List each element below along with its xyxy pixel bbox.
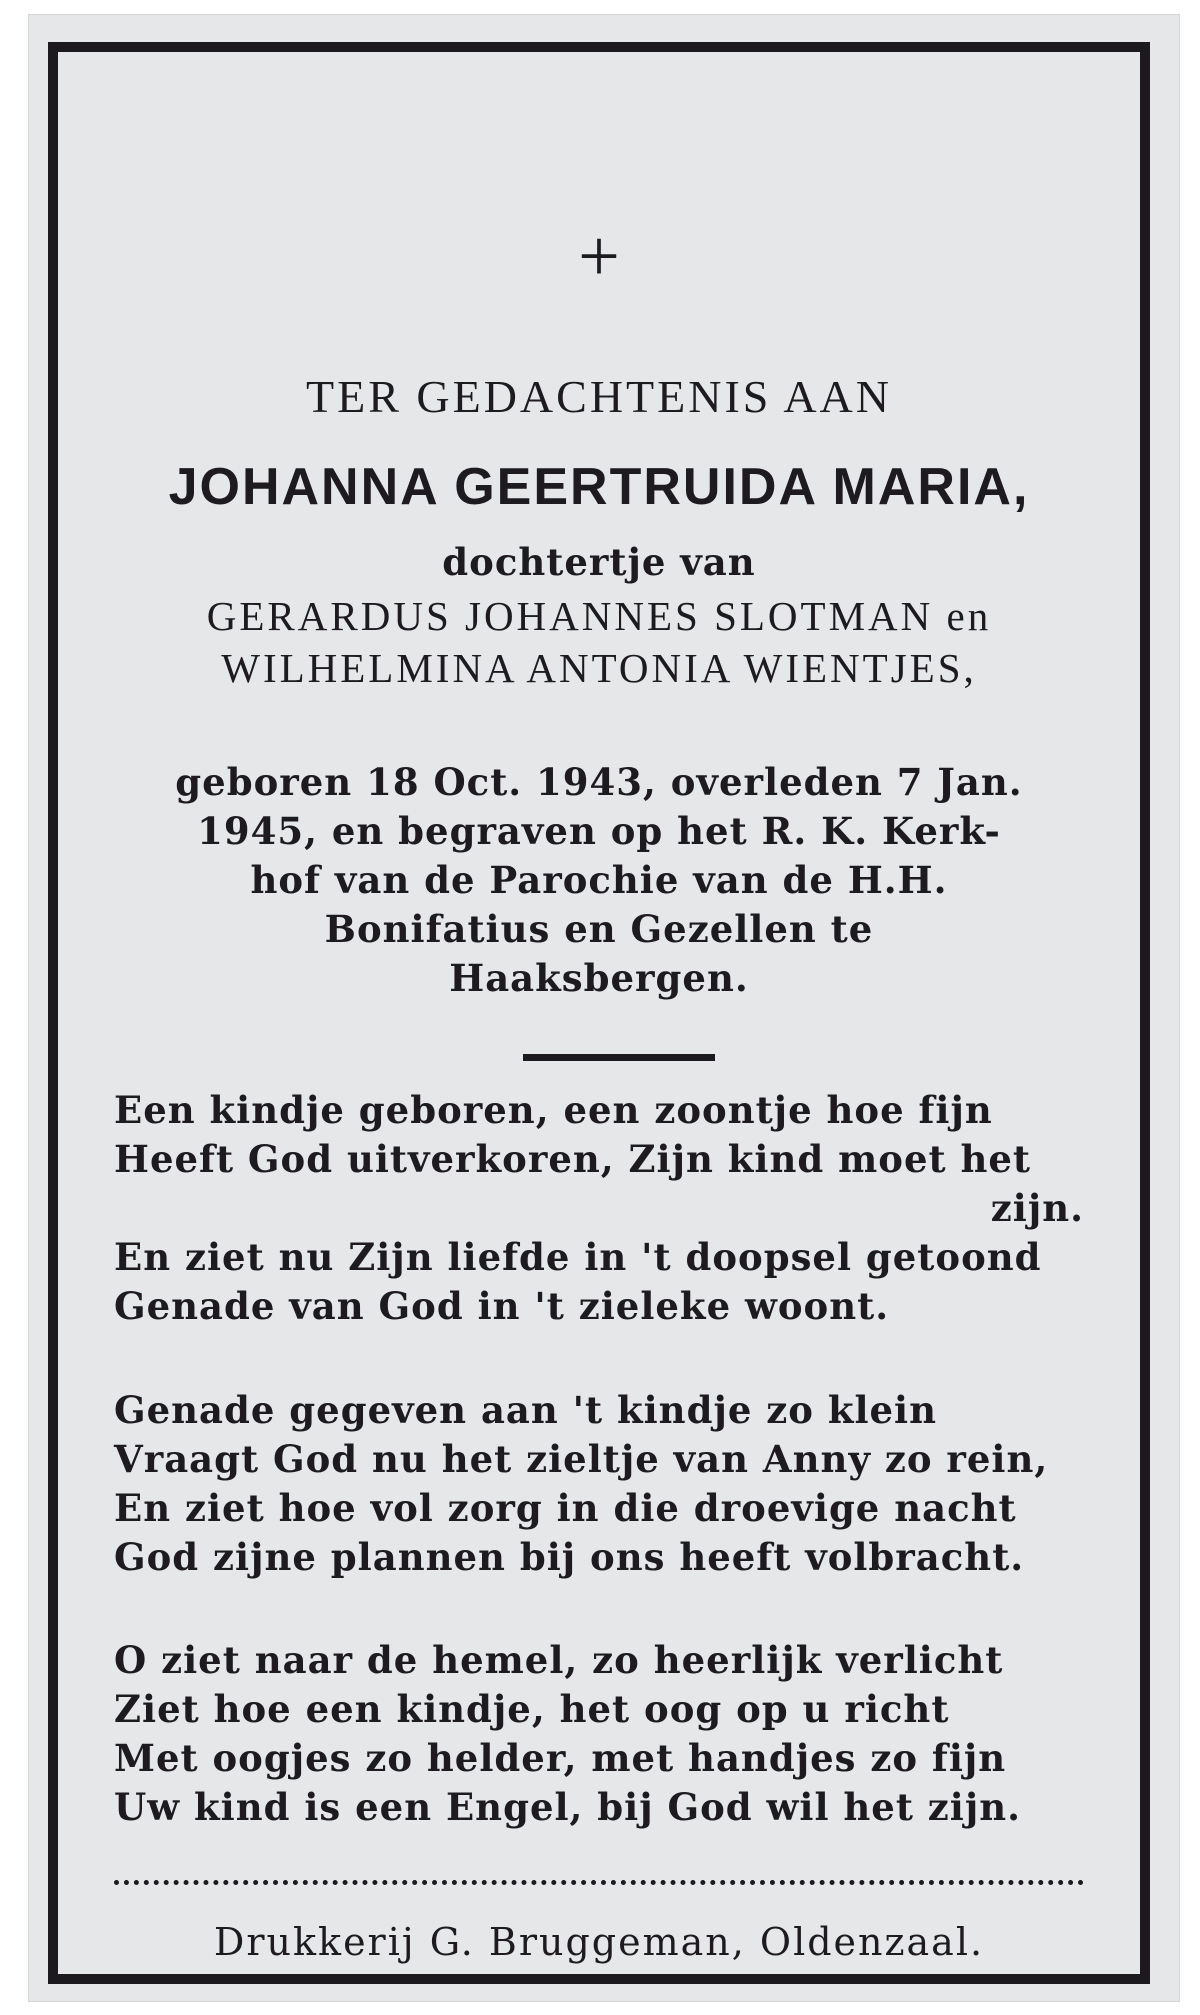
poem-line: Genade gegeven aan 't kindje zo klein [114, 1388, 938, 1432]
bio-line: hof van de Parochie van de H.H. [250, 858, 948, 902]
poem-stanza-1 [114, 1086, 1084, 1331]
mother-line: WILHELMINA ANTONIA WIENTJES, [221, 645, 977, 691]
poem-line: zijn. [990, 1186, 1084, 1230]
poem-line: En ziet hoe vol zorg in die droevige nacht [114, 1486, 1017, 1530]
bio-line: Haaksbergen. [449, 956, 749, 1000]
poem-stanza-2 [114, 1386, 1084, 1582]
deceased-name: JOHANNA GEERTRUIDA MARIA, [168, 458, 1030, 516]
relation-text: dochtertje van [442, 540, 756, 584]
bio-line: 1945, en begraven op het R. K. Kerk- [197, 809, 1001, 853]
poem-line: En ziet nu Zijn liefde in 't doopsel getoond [114, 1235, 1042, 1279]
poem-line: Vraagt God nu het zieltje van Anny zo rein, [114, 1437, 1049, 1481]
heading: TER GEDACHTENIS AAN [306, 371, 892, 422]
card-border [48, 42, 1150, 1984]
card-content [58, 52, 1140, 1974]
memorial-card [28, 14, 1180, 2002]
poem-line: Genade van God in 't zieleke woont. [114, 1284, 890, 1328]
poem-line: Ziet hoe een kindje, het oog op u richt [114, 1687, 950, 1731]
poem-line: O ziet naar de hemel, zo heerlijk verlicht [114, 1638, 1004, 1682]
father-line: GERARDUS JOHANNES SLOTMAN en [206, 593, 992, 639]
bio-line: Bonifatius en Gezellen te [324, 907, 874, 951]
poem-line: Heeft God uitverkoren, Zijn kind moet het [114, 1137, 1032, 1181]
biography [168, 758, 1030, 1003]
divider-rule [523, 1054, 715, 1061]
bio-line: geboren 18 Oct. 1943, overleden 7 Jan. [175, 760, 1023, 804]
poem-stanza-3 [114, 1636, 1084, 1832]
poem-line: Een kindje geboren, een zoontje hoe fijn [114, 1088, 993, 1132]
cross-icon: + [578, 216, 620, 298]
printer-credit: Drukkerij G. Bruggeman, Oldenzaal. [213, 1920, 985, 1964]
poem-line: Uw kind is een Engel, bij God wil het zijn. [114, 1785, 1022, 1829]
poem-line: God zijne plannen bij ons heeft volbracht. [114, 1535, 1025, 1579]
dotted-divider [114, 1880, 1084, 1885]
poem-line: Met oogjes zo helder, met handjes zo fijn [114, 1736, 1007, 1780]
